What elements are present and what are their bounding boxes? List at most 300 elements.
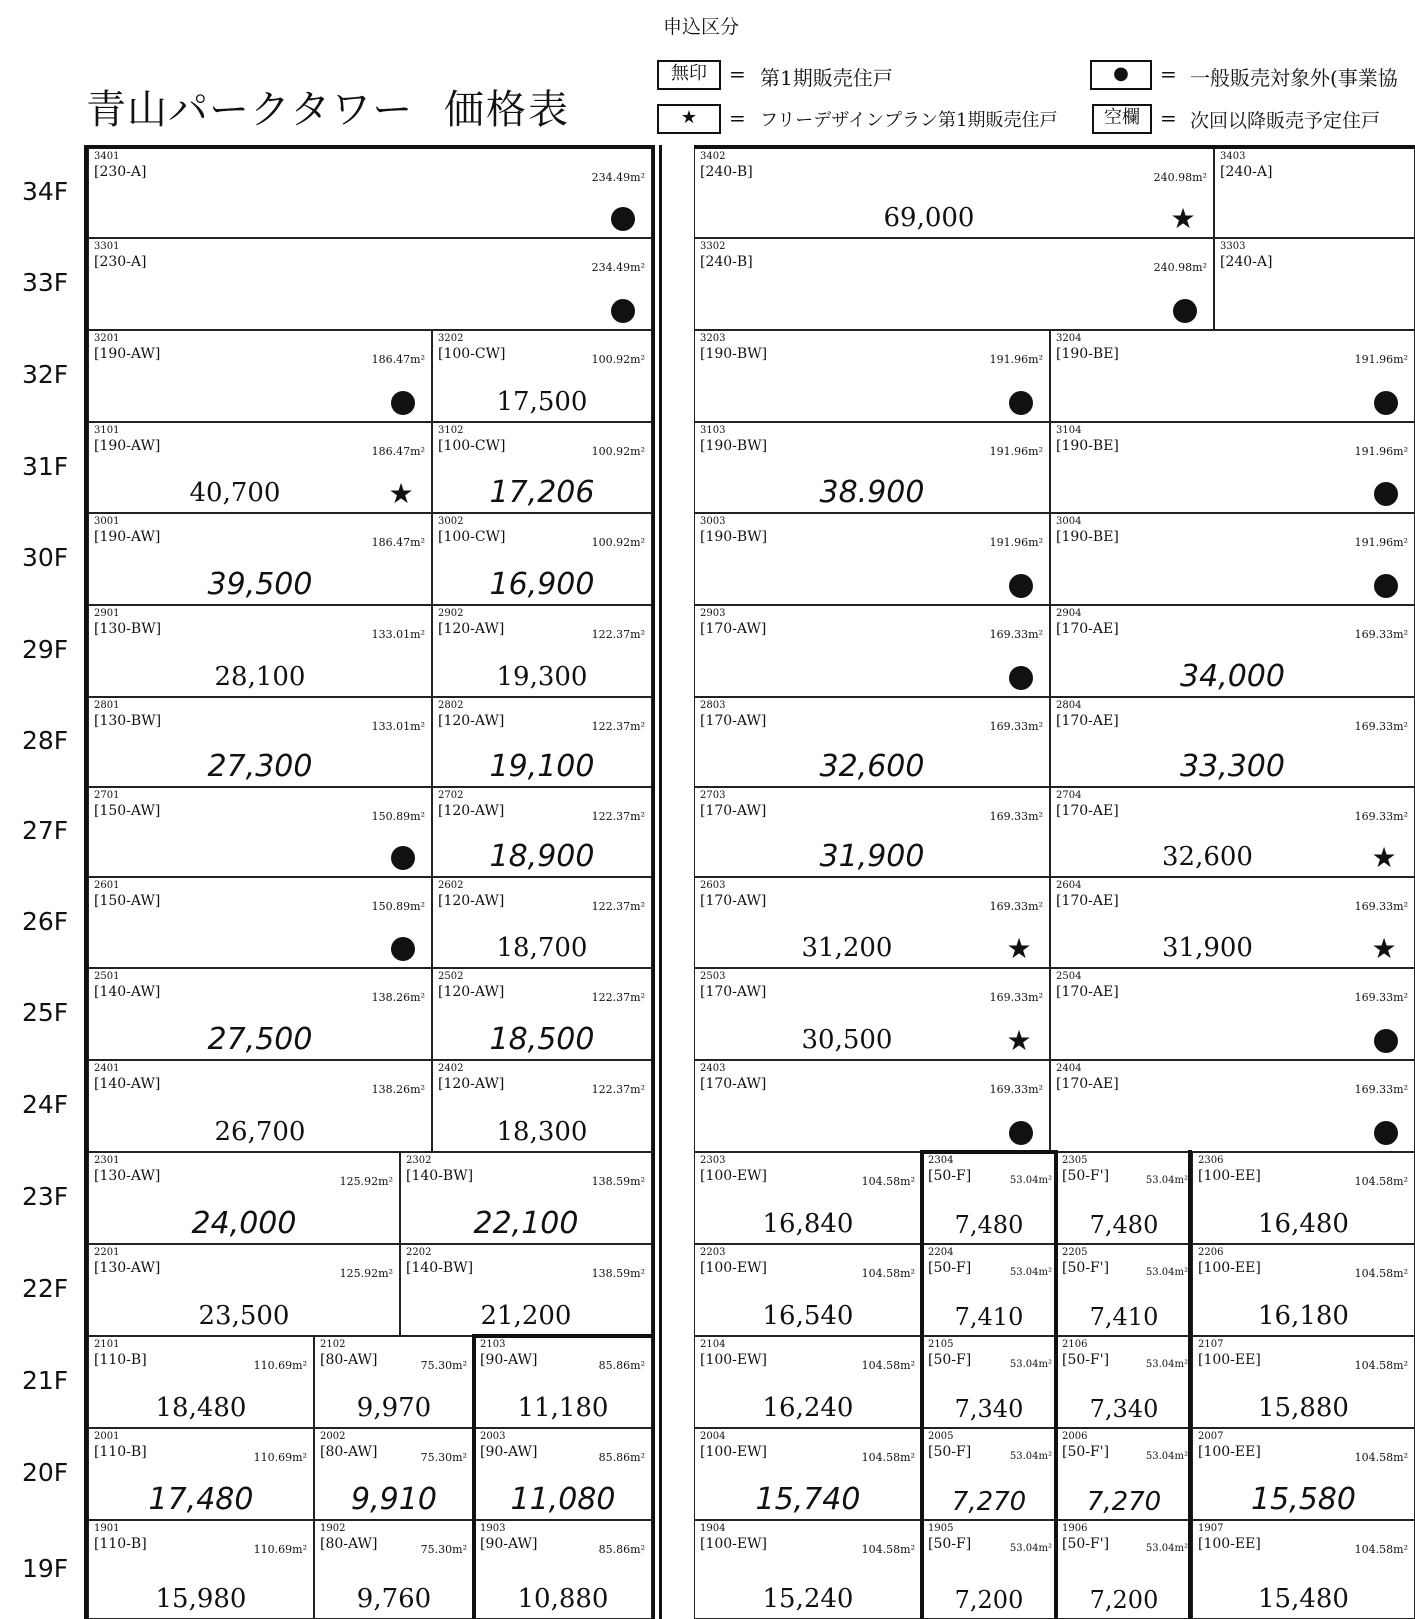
unit-area: 110.69m² [253, 1359, 307, 1372]
unit-cell [922, 1152, 1056, 1244]
unit-cell [694, 513, 1050, 605]
unit-number: 2901 [94, 608, 120, 619]
unit-area: 100.92m² [591, 536, 645, 549]
unit-type: [170-AW] [700, 803, 767, 819]
unit-cell [88, 697, 432, 787]
floor-label: 19F [22, 1553, 69, 1583]
legend-text-dot: 一般販売対象外(事業協 [1190, 66, 1398, 90]
unit-area: 53.04m² [1145, 1267, 1188, 1278]
unit-price: 15,980 [155, 1584, 247, 1614]
unit-area: 169.33m² [1354, 810, 1408, 823]
unit-number: 2004 [700, 1431, 726, 1442]
unit-cell [1192, 1428, 1415, 1520]
unit-area: 186.47m² [371, 353, 425, 366]
unit-type: [100-EE] [1198, 1536, 1261, 1552]
unit-type: [130-BW] [94, 621, 162, 637]
unit-cell [1050, 513, 1415, 605]
unit-type: [100-EW] [700, 1536, 767, 1552]
unit-type: [50-F'] [1062, 1168, 1110, 1184]
unit-number: 2804 [1056, 700, 1082, 711]
unit-area: 53.04m² [1145, 1175, 1188, 1186]
thick-border [1054, 1150, 1058, 1619]
unit-area: 104.58m² [1354, 1451, 1408, 1464]
unit-area: 138.26m² [371, 991, 425, 1004]
unit-price: 31,900 [1162, 933, 1253, 963]
floor-label: 34F [22, 177, 69, 206]
circle-mark-icon [1009, 666, 1033, 690]
unit-number: 2203 [700, 1247, 726, 1258]
circle-mark-icon [1374, 1121, 1398, 1145]
unit-type: [190-BW] [700, 529, 768, 545]
unit-type: [230-A] [94, 164, 147, 180]
circle-mark-icon [1009, 391, 1033, 415]
unit-area: 186.47m² [371, 536, 425, 549]
unit-price: 19,100 [489, 749, 595, 784]
unit-price: 17,480 [148, 1482, 254, 1517]
unit-area: 191.96m² [1354, 536, 1408, 549]
unit-area: 104.58m² [861, 1175, 915, 1188]
unit-number: 2802 [438, 700, 464, 711]
unit-cell [88, 148, 652, 238]
unit-number: 3101 [94, 425, 120, 436]
unit-cell [694, 1060, 1050, 1152]
unit-area: 169.33m² [989, 720, 1043, 733]
unit-type: [80-AW] [320, 1444, 378, 1460]
unit-price: 15,880 [1258, 1393, 1349, 1423]
unit-type: [170-AW] [700, 621, 767, 637]
unit-area: 53.04m² [1145, 1359, 1188, 1370]
unit-number: 1905 [928, 1523, 954, 1534]
unit-type: [170-AW] [700, 1076, 767, 1092]
floor-label: 31F [22, 451, 69, 481]
unit-number: 2007 [1198, 1431, 1224, 1442]
unit-cell [1050, 877, 1415, 968]
legend-eq-1: = [729, 62, 746, 86]
unit-number: 2005 [928, 1431, 954, 1442]
unit-price: 7,200 [954, 1586, 1024, 1614]
unit-price: 30,500 [801, 1025, 893, 1055]
unit-area: 104.58m² [861, 1451, 915, 1464]
unit-price: 15,480 [1258, 1584, 1349, 1614]
unit-type: [140-BW] [406, 1260, 474, 1276]
unit-type: [100-EW] [700, 1444, 767, 1460]
unit-area: 104.58m² [861, 1359, 915, 1372]
unit-cell [694, 1244, 922, 1336]
unit-type: [50-F] [928, 1352, 972, 1368]
unit-number: 3103 [700, 425, 726, 436]
unit-area: 169.33m² [989, 991, 1043, 1004]
unit-type: [50-F'] [1062, 1536, 1110, 1552]
unit-type: [100-EW] [700, 1260, 767, 1276]
unit-cell [432, 697, 652, 787]
unit-number: 2603 [700, 880, 726, 891]
unit-area: 191.96m² [989, 536, 1043, 549]
unit-number: 2301 [94, 1155, 120, 1166]
unit-number: 2702 [438, 790, 464, 801]
unit-area: 104.58m² [1354, 1359, 1408, 1372]
unit-cell [88, 238, 652, 330]
unit-area: 75.30m² [420, 1359, 467, 1372]
unit-area: 53.04m² [1009, 1175, 1052, 1186]
unit-number: 2105 [928, 1339, 954, 1350]
unit-type: [80-AW] [320, 1352, 378, 1368]
unit-cell [694, 605, 1050, 697]
unit-price: 18,300 [496, 1117, 588, 1147]
unit-area: 100.92m² [591, 445, 645, 458]
unit-number: 2503 [700, 971, 726, 982]
star-mark-icon: ★ [1371, 841, 1397, 874]
unit-cell [432, 968, 652, 1060]
unit-area: 169.33m² [1354, 900, 1408, 913]
floor-label: 23F [22, 1182, 69, 1211]
unit-price: 18,480 [155, 1393, 247, 1423]
circle-mark-icon [391, 846, 415, 870]
unit-type: [240-B] [700, 164, 753, 180]
thick-border [86, 145, 656, 149]
unit-number: 3303 [1220, 241, 1246, 252]
unit-price: 18,500 [489, 1022, 595, 1057]
unit-price: 19,300 [496, 662, 588, 692]
unit-cell [314, 1428, 474, 1520]
unit-type: [140-AW] [94, 1076, 161, 1092]
unit-cell [432, 330, 652, 422]
page-subtitle: 価格表 [444, 87, 570, 133]
unit-cell [1056, 1520, 1192, 1619]
unit-price: 16,840 [762, 1209, 854, 1239]
unit-number: 2306 [1198, 1155, 1224, 1166]
unit-type: [170-AE] [1056, 984, 1119, 1000]
unit-type: [50-F] [928, 1444, 972, 1460]
unit-price: 11,080 [510, 1482, 616, 1517]
unit-cell [694, 787, 1050, 877]
unit-price: 16,900 [489, 567, 595, 602]
unit-type: [230-A] [94, 254, 147, 270]
unit-area: 240.98m² [1153, 261, 1207, 274]
circle-mark-icon [391, 937, 415, 961]
unit-number: 2206 [1198, 1247, 1224, 1258]
unit-type: [190-AW] [94, 438, 161, 454]
legend-box-blank: 空欄 [1092, 104, 1152, 134]
unit-number: 2404 [1056, 1063, 1082, 1074]
legend-box-dot: ● [1090, 60, 1152, 90]
unit-price: 32,600 [819, 749, 925, 784]
unit-cell [314, 1520, 474, 1619]
unit-price: 9,760 [356, 1584, 432, 1614]
unit-cell [1214, 148, 1415, 238]
unit-cell [1050, 1060, 1415, 1152]
unit-cell [1050, 330, 1415, 422]
unit-cell [400, 1152, 652, 1244]
unit-area: 104.58m² [1354, 1175, 1408, 1188]
unit-cell [1192, 1520, 1415, 1619]
unit-type: [90-AW] [480, 1352, 538, 1368]
unit-number: 2401 [94, 1063, 120, 1074]
unit-number: 2104 [700, 1339, 726, 1350]
unit-cell [694, 148, 1214, 238]
unit-cell [88, 330, 432, 422]
page-title: 青山パークタワー [86, 87, 414, 133]
thick-border [474, 1334, 652, 1338]
unit-price: 16,480 [1258, 1209, 1349, 1239]
unit-area: 104.58m² [1354, 1543, 1408, 1556]
unit-area: 169.33m² [989, 1083, 1043, 1096]
unit-cell [1056, 1336, 1192, 1428]
unit-type: [50-F'] [1062, 1444, 1110, 1460]
unit-area: 169.33m² [989, 628, 1043, 641]
tower-divider [652, 145, 662, 1619]
unit-number: 3302 [700, 241, 726, 252]
circle-mark-icon [1009, 1121, 1033, 1145]
unit-cell [1050, 697, 1415, 787]
unit-number: 2106 [1062, 1339, 1088, 1350]
unit-number: 3204 [1056, 333, 1082, 344]
unit-type: [50-F] [928, 1536, 972, 1552]
unit-number: 2402 [438, 1063, 464, 1074]
unit-number: 2205 [1062, 1247, 1088, 1258]
unit-cell [694, 422, 1050, 513]
unit-type: [120-AW] [438, 713, 505, 729]
circle-mark-icon [1374, 482, 1398, 506]
unit-type: [50-F'] [1062, 1352, 1110, 1368]
unit-type: [170-AE] [1056, 713, 1119, 729]
unit-area: 169.33m² [989, 810, 1043, 823]
unit-cell [432, 605, 652, 697]
legend-text-star: フリーデザインプラン第1期販売住戸 [760, 110, 1058, 131]
legend-eq-4: = [1160, 106, 1177, 130]
unit-number: 1904 [700, 1523, 726, 1534]
unit-area: 104.58m² [861, 1267, 915, 1280]
legend-heading: 申込区分 [663, 16, 740, 38]
unit-type: [100-CW] [438, 438, 506, 454]
unit-area: 53.04m² [1009, 1543, 1052, 1554]
unit-type: [190-BE] [1056, 529, 1119, 545]
unit-type: [110-B] [94, 1352, 147, 1368]
unit-cell [1214, 238, 1415, 330]
unit-price: 26,700 [214, 1117, 306, 1147]
unit-cell [88, 513, 432, 605]
unit-cell [88, 787, 432, 877]
floor-label: 29F [22, 635, 69, 664]
thick-border [694, 145, 1415, 149]
unit-number: 3003 [700, 516, 726, 527]
unit-price: 21,200 [480, 1301, 572, 1331]
unit-area: 138.59m² [591, 1267, 645, 1280]
unit-number: 2305 [1062, 1155, 1088, 1166]
unit-type: [170-AW] [700, 984, 767, 1000]
unit-cell [432, 787, 652, 877]
unit-cell [88, 605, 432, 697]
unit-number: 2304 [928, 1155, 954, 1166]
circle-mark-icon [1374, 391, 1398, 415]
unit-cell [88, 1152, 400, 1244]
unit-type: [190-AW] [94, 346, 161, 362]
unit-cell [88, 877, 432, 968]
unit-type: [100-CW] [438, 529, 506, 545]
unit-cell [694, 1428, 922, 1520]
unit-area: 100.92m² [591, 353, 645, 366]
unit-area: 75.30m² [420, 1543, 467, 1556]
unit-price: 18,700 [496, 933, 588, 963]
unit-cell [88, 1336, 314, 1428]
unit-area: 138.59m² [591, 1175, 645, 1188]
circle-mark-icon [391, 391, 415, 415]
unit-cell [314, 1336, 474, 1428]
unit-area: 53.04m² [1009, 1359, 1052, 1370]
unit-price: 27,500 [207, 1022, 313, 1057]
unit-number: 2103 [480, 1339, 506, 1350]
circle-mark-icon [1374, 1029, 1398, 1053]
unit-area: 122.37m² [591, 628, 645, 641]
unit-price: 40,700 [189, 478, 281, 508]
unit-number: 3403 [1220, 151, 1246, 162]
unit-price: 24,000 [191, 1206, 297, 1241]
unit-cell [474, 1336, 652, 1428]
unit-area: 125.92m² [339, 1175, 393, 1188]
unit-type: [190-AW] [94, 529, 161, 545]
unit-cell [88, 1428, 314, 1520]
unit-cell [88, 422, 432, 513]
unit-area: 169.33m² [1354, 991, 1408, 1004]
unit-area: 150.89m² [371, 810, 425, 823]
circle-mark-icon [1009, 574, 1033, 598]
unit-type: [140-BW] [406, 1168, 474, 1184]
unit-price: 7,200 [1089, 1586, 1159, 1614]
unit-cell [694, 1152, 922, 1244]
unit-area: 53.04m² [1009, 1451, 1052, 1462]
unit-price: 69,000 [883, 203, 975, 233]
unit-number: 1907 [1198, 1523, 1224, 1534]
legend-eq-3: = [1160, 62, 1177, 86]
unit-number: 3401 [94, 151, 120, 162]
unit-area: 169.33m² [1354, 628, 1408, 641]
unit-price: 15,240 [762, 1584, 854, 1614]
unit-number: 2003 [480, 1431, 506, 1442]
unit-type: [130-BW] [94, 713, 162, 729]
unit-type: [100-EW] [700, 1168, 767, 1184]
unit-type: [170-AE] [1056, 621, 1119, 637]
unit-cell [922, 1244, 1056, 1336]
unit-area: 191.96m² [989, 445, 1043, 458]
unit-number: 2204 [928, 1247, 954, 1258]
unit-cell [694, 877, 1050, 968]
unit-area: 110.69m² [253, 1543, 307, 1556]
unit-cell [1192, 1336, 1415, 1428]
unit-number: 3001 [94, 516, 120, 527]
unit-area: 122.37m² [591, 900, 645, 913]
unit-type: [120-AW] [438, 984, 505, 1000]
unit-price: 16,540 [762, 1301, 854, 1331]
unit-area: 122.37m² [591, 810, 645, 823]
unit-number: 2107 [1198, 1339, 1224, 1350]
unit-price: 9,910 [351, 1482, 437, 1517]
unit-number: 3004 [1056, 516, 1082, 527]
star-mark-icon: ★ [388, 477, 414, 510]
unit-price: 34,000 [1180, 659, 1285, 694]
unit-number: 2904 [1056, 608, 1082, 619]
unit-type: [50-F'] [1062, 1260, 1110, 1276]
unit-number: 2604 [1056, 880, 1082, 891]
floor-label: 28F [22, 726, 69, 755]
unit-cell [88, 1244, 400, 1336]
unit-number: 2502 [438, 971, 464, 982]
unit-area: 53.04m² [1009, 1267, 1052, 1278]
unit-number: 2403 [700, 1063, 726, 1074]
circle-mark-icon [1374, 574, 1398, 598]
unit-price: 28,100 [214, 662, 306, 692]
unit-number: 2504 [1056, 971, 1082, 982]
unit-price: 33,300 [1180, 749, 1285, 784]
unit-number: 3104 [1056, 425, 1082, 436]
unit-type: [100-EE] [1198, 1260, 1261, 1276]
unit-area: 75.30m² [420, 1451, 467, 1464]
unit-type: [240-A] [1220, 164, 1273, 180]
unit-number: 2601 [94, 880, 120, 891]
unit-number: 3203 [700, 333, 726, 344]
unit-area: 150.89m² [371, 900, 425, 913]
unit-type: [120-AW] [438, 893, 505, 909]
unit-type: [120-AW] [438, 1076, 505, 1092]
unit-price: 31,900 [819, 839, 925, 874]
circle-mark-icon [611, 207, 635, 231]
unit-price: 7,270 [951, 1487, 1027, 1517]
unit-number: 2903 [700, 608, 726, 619]
unit-price: 16,240 [762, 1393, 854, 1423]
unit-cell [922, 1336, 1056, 1428]
thick-border [84, 145, 88, 1619]
legend-text-blank: 次回以降販売予定住戸 [1190, 110, 1381, 132]
unit-area: 125.92m² [339, 1267, 393, 1280]
unit-cell [88, 1060, 432, 1152]
unit-cell [1056, 1428, 1192, 1520]
unit-number: 2902 [438, 608, 464, 619]
unit-number: 2002 [320, 1431, 346, 1442]
unit-number: 1902 [320, 1523, 346, 1534]
unit-number: 2801 [94, 700, 120, 711]
unit-type: [170-AW] [700, 893, 767, 909]
unit-number: 1903 [480, 1523, 506, 1534]
unit-number: 3102 [438, 425, 464, 436]
unit-cell [400, 1244, 652, 1336]
unit-number: 2703 [700, 790, 726, 801]
unit-cell [1050, 605, 1415, 697]
star-mark-icon: ★ [1170, 202, 1196, 235]
unit-type: [50-F] [928, 1260, 972, 1276]
unit-type: [170-AE] [1056, 893, 1119, 909]
unit-number: 2602 [438, 880, 464, 891]
thick-border [920, 1150, 924, 1619]
unit-number: 3402 [700, 151, 726, 162]
unit-number: 3002 [438, 516, 464, 527]
unit-cell [432, 422, 652, 513]
unit-cell [1192, 1244, 1415, 1336]
unit-price: 39,500 [207, 567, 313, 602]
unit-area: 169.33m² [1354, 1083, 1408, 1096]
unit-cell [694, 330, 1050, 422]
unit-type: [170-AE] [1056, 1076, 1119, 1092]
unit-area: 110.69m² [253, 1451, 307, 1464]
unit-cell [432, 877, 652, 968]
unit-number: 2704 [1056, 790, 1082, 801]
unit-number: 3301 [94, 241, 120, 252]
unit-price: 11,180 [517, 1393, 609, 1423]
unit-number: 2102 [320, 1339, 346, 1350]
unit-area: 191.96m² [1354, 445, 1408, 458]
unit-type: [170-AW] [700, 713, 767, 729]
floor-label: 25F [22, 998, 69, 1027]
unit-area: 104.58m² [1354, 1267, 1408, 1280]
unit-number: 2202 [406, 1247, 432, 1258]
floor-label: 30F [22, 543, 69, 572]
